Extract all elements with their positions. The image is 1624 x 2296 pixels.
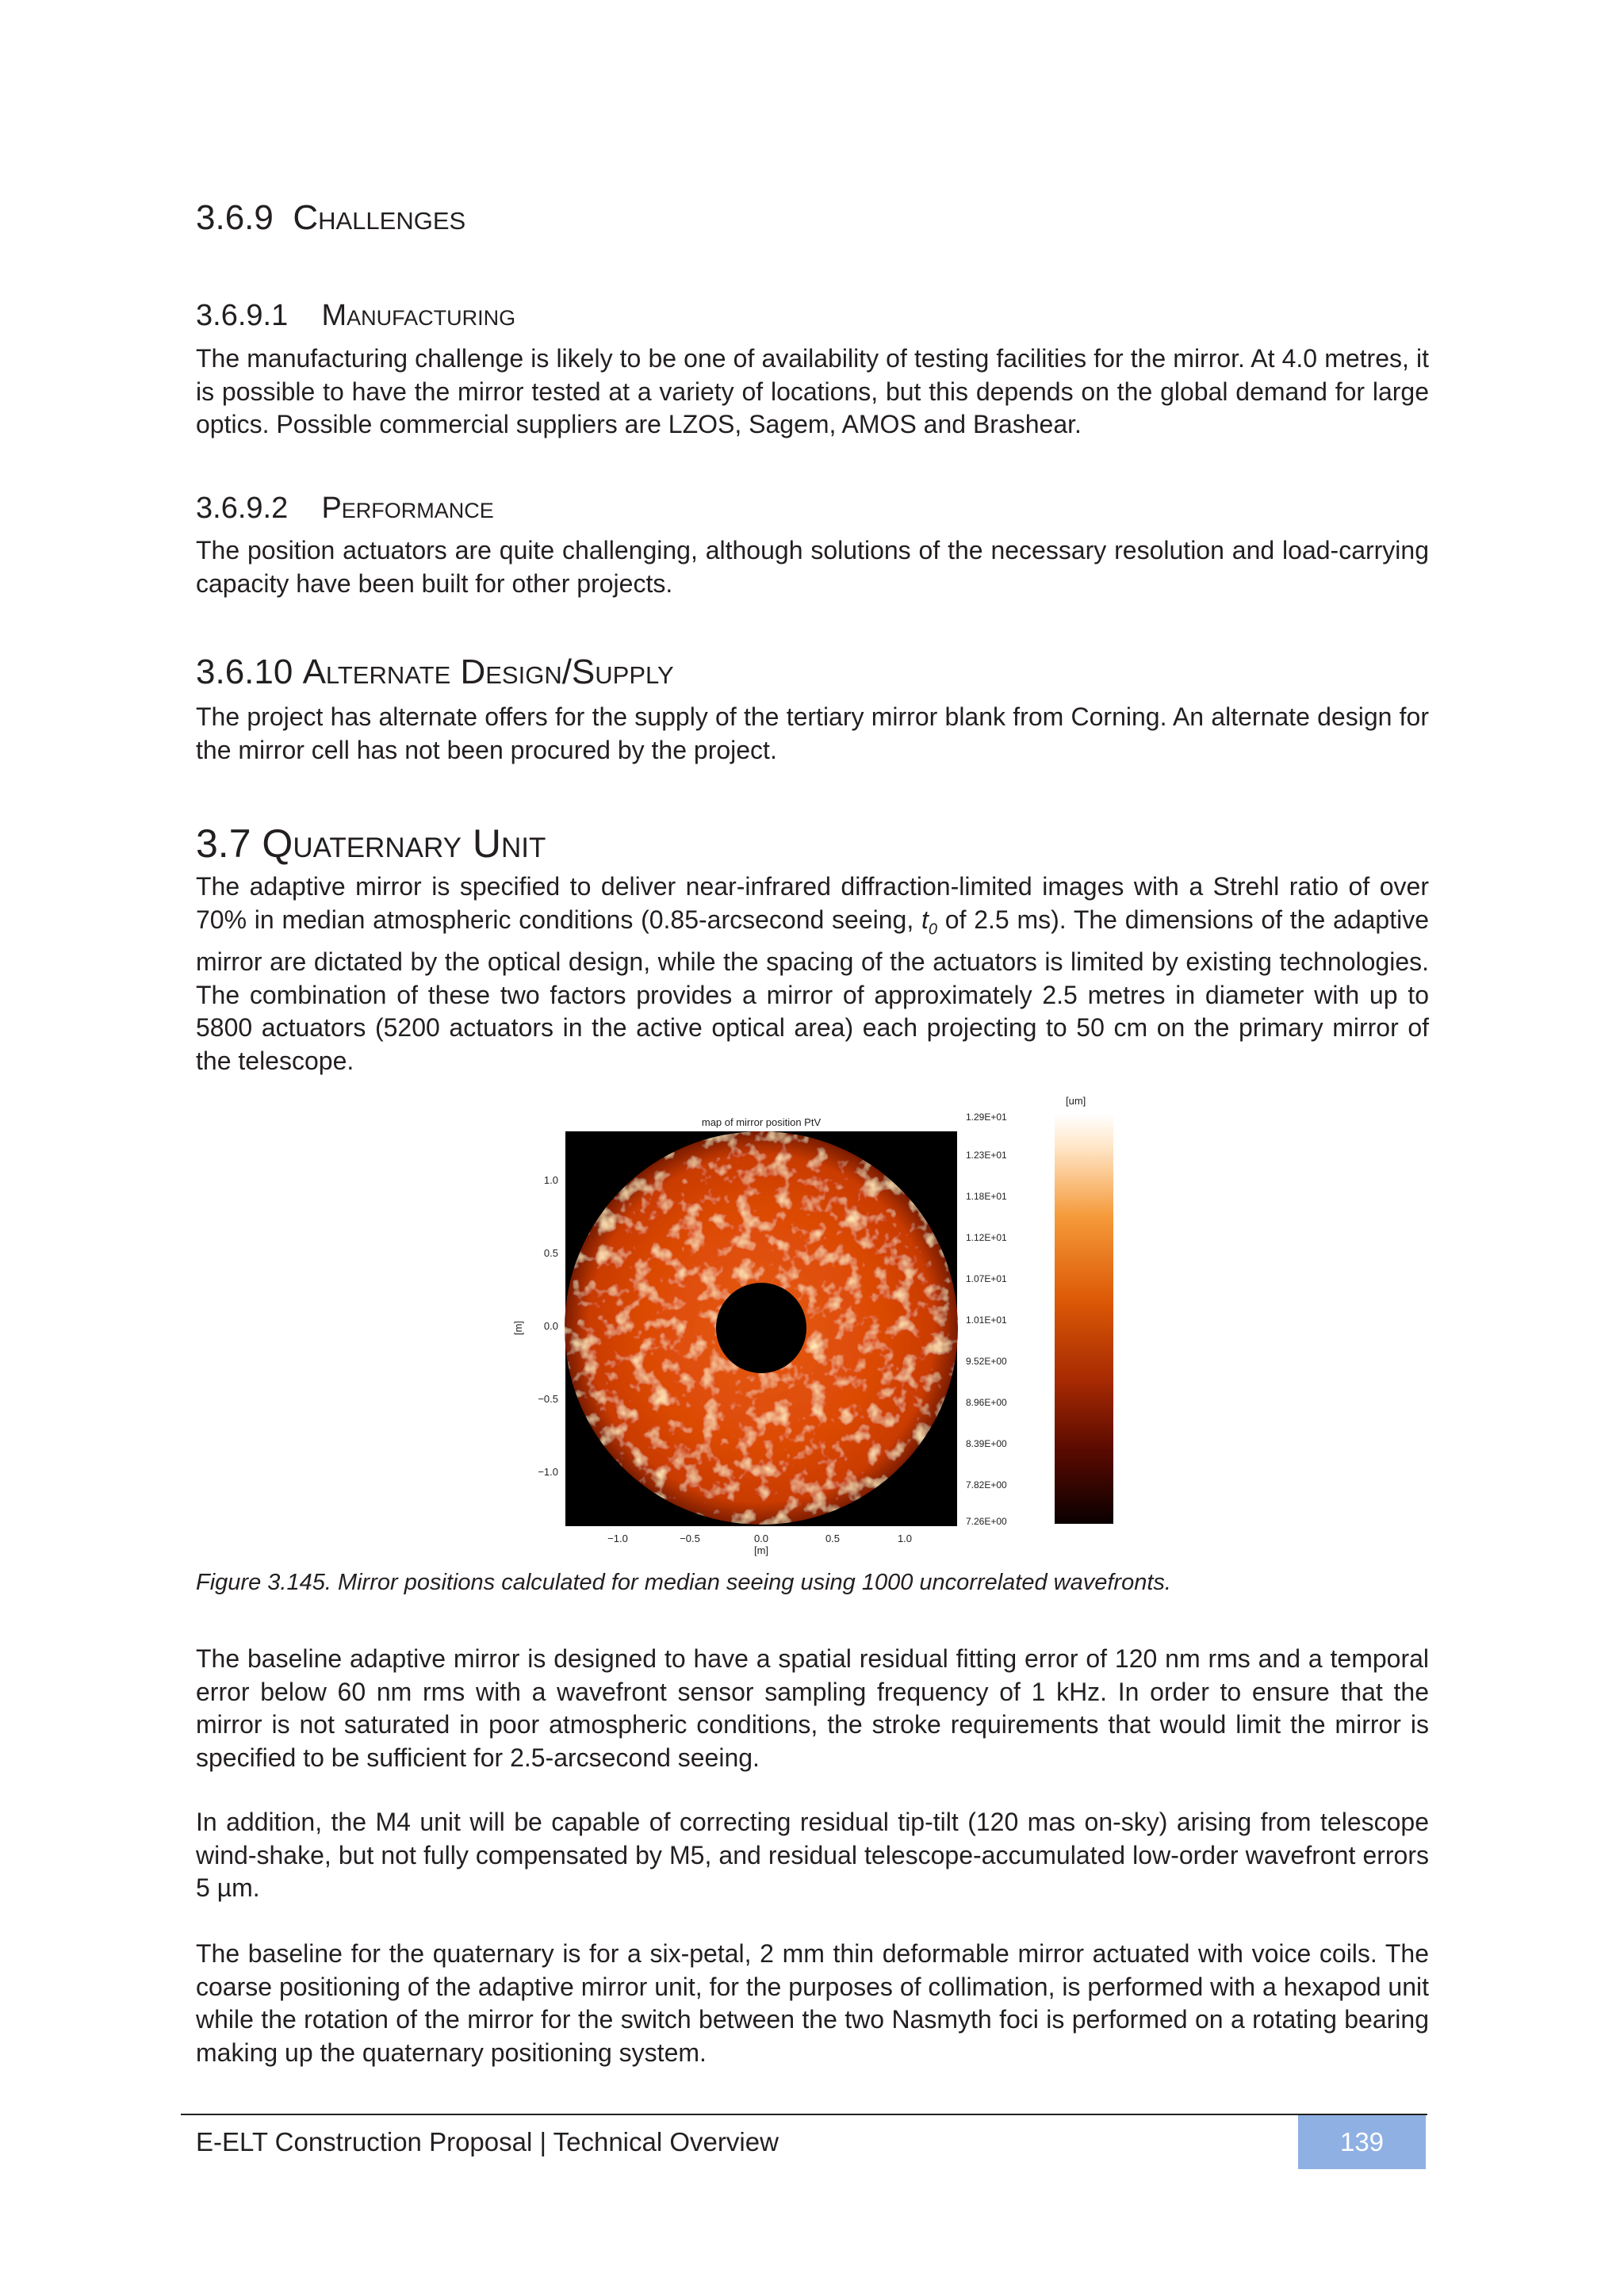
mirror-ring	[565, 1131, 958, 1526]
colorbar-tick-label: 8.39E+00	[966, 1438, 1007, 1449]
paragraph-manufacturing: The manufacturing challenge is likely to be one of availability of testing facilities for the mirror. At 4.0 metres, it is possible to have the mirror tested at a variety of locations, but this depends on the global demand for large optics. Possible commercial suppliers are LZOS, Sagem, AMOS and Brashear.	[196, 344, 1429, 438]
colorbar-tick-label: 1.18E+01	[966, 1191, 1007, 1202]
footer-title: E-ELT Construction Proposal | Technical Overview	[196, 2127, 779, 2156]
heading-number: 3.7	[196, 821, 251, 866]
x-tick-label: 1.0	[897, 1533, 913, 1544]
paragraph-text: of 2.5 ms). The dimensions of the adaptive mirror are dictated by the optical design, while the spacing of the actuators is limited by existing technologies. The combination of these two factors provides a mirror of approximately 2.5 metres in diameter with up to 5800 actuators (5200 actuators in the active optical area) each projecting to 50 cm on the primary mirror of the telescope.	[196, 905, 1430, 1075]
heading-number: 3.6.9.1	[196, 299, 289, 332]
heading-performance	[196, 492, 1429, 526]
heading-manufacturing	[196, 299, 1429, 333]
colorbar-tick-label: 7.82E+00	[966, 1479, 1007, 1490]
figure-caption: Figure 3.145. Mirror positions calculated for median seeing using 1000 uncorrelated wavefronts.	[196, 1570, 1171, 1595]
heading-number: 3.6.9	[196, 198, 274, 237]
x-axis-label: [m]	[753, 1544, 769, 1556]
paragraph-quaternary-baseline: The baseline for the quaternary is for a six-petal, 2 mm thin deformable mirror actuated with voice coils. The coarse positioning of the adaptive mirror unit, for the purposes of collimation, is performed with a hexapod unit while the rotation of the mirror for the switch between the two Nasmyth foci is performed on a rotating bearing making up the quaternary positioning system.	[196, 1939, 1429, 2067]
heading-number: 3.6.10	[196, 652, 293, 691]
colorbar-tick-label: 8.96E+00	[966, 1397, 1007, 1408]
colorbar-tick-label: 1.29E+01	[966, 1112, 1007, 1123]
x-tick-label: −0.5	[680, 1533, 700, 1544]
heading-title: Challenges	[293, 198, 466, 237]
t0-subscript: 0	[928, 920, 938, 938]
colorbar-tick-label: 7.26E+00	[966, 1516, 1007, 1527]
colorbar	[1055, 1114, 1113, 1524]
heading-title: Performance	[321, 492, 494, 525]
x-tick-label: 0.5	[825, 1533, 841, 1544]
colorbar-unit: [um]	[1066, 1095, 1086, 1107]
paragraph-m4-tip-tilt: In addition, the M4 unit will be capable of correcting residual tip-tilt (120 mas on-sky) arising from telescope wind-shake, but not fully compensated by M5, and residual telescope-accumulated low-order wavefront errors 5 µm.	[196, 1808, 1429, 1902]
t0-symbol: t	[921, 905, 929, 934]
heading-quaternary-unit	[196, 821, 1429, 867]
heading-challenges	[196, 198, 1429, 238]
x-tick-label: −1.0	[607, 1533, 628, 1544]
page-number: 139	[1298, 2115, 1426, 2169]
paragraph-quaternary-intro	[196, 871, 1429, 1077]
paragraph-text: The adaptive mirror is specified to deliver near-infrared diffraction-limited images with a Strehl ratio of over 70% in median atmospheric conditions (0.85-arcsecond seeing,	[196, 872, 1429, 934]
colorbar-tick-label: 1.07E+01	[966, 1273, 1007, 1284]
colorbar-tick-label: 9.52E+00	[966, 1356, 1007, 1367]
mirror-position-map	[492, 1090, 1142, 1566]
colorbar-tick-label: 1.23E+01	[966, 1150, 1007, 1161]
heading-alternate-design	[196, 652, 1429, 692]
y-axis-label: [m]	[512, 1320, 524, 1336]
paragraph-alternate-design: The project has alternate offers for the supply of the tertiary mirror blank from Corning. An alternate design for the mirror cell has not been procured by the project.	[196, 702, 1429, 764]
y-tick-label: −0.5	[538, 1393, 558, 1405]
y-tick-label: 0.5	[543, 1247, 558, 1259]
heading-title: Quaternary Unit	[262, 821, 546, 866]
heading-title: Alternate Design/Supply	[302, 652, 674, 691]
y-tick-label: −1.0	[538, 1466, 558, 1478]
paragraph-performance: The position actuators are quite challenging, although solutions of the necessary resolution and load-carrying capacity have been built for other projects.	[196, 536, 1429, 598]
y-tick-label: 1.0	[543, 1174, 558, 1186]
heading-number: 3.6.9.2	[196, 492, 289, 525]
footer-rule	[181, 2114, 1427, 2115]
y-tick-label: 0.0	[543, 1320, 558, 1332]
colorbar-tick-label: 1.01E+01	[966, 1314, 1007, 1326]
plot-title: map of mirror position PtV	[701, 1116, 822, 1128]
paragraph-baseline-mirror: The baseline adaptive mirror is designed to have a spatial residual fitting error of 120 nm rms and a temporal error below 60 nm rms with a wavefront sensor sampling frequency of 1 kHz. In order to ensure that the mirror is not saturated in poor atmospheric conditions, the stroke requirements that would limit the mirror is specified to be sufficient for 2.5-arcsecond seeing.	[196, 1644, 1429, 1772]
x-tick-label: 0.0	[753, 1533, 769, 1544]
colorbar-tick-label: 1.12E+01	[966, 1232, 1007, 1243]
mirror-position-figure	[492, 1090, 1142, 1566]
heading-title: Manufacturing	[321, 299, 516, 332]
